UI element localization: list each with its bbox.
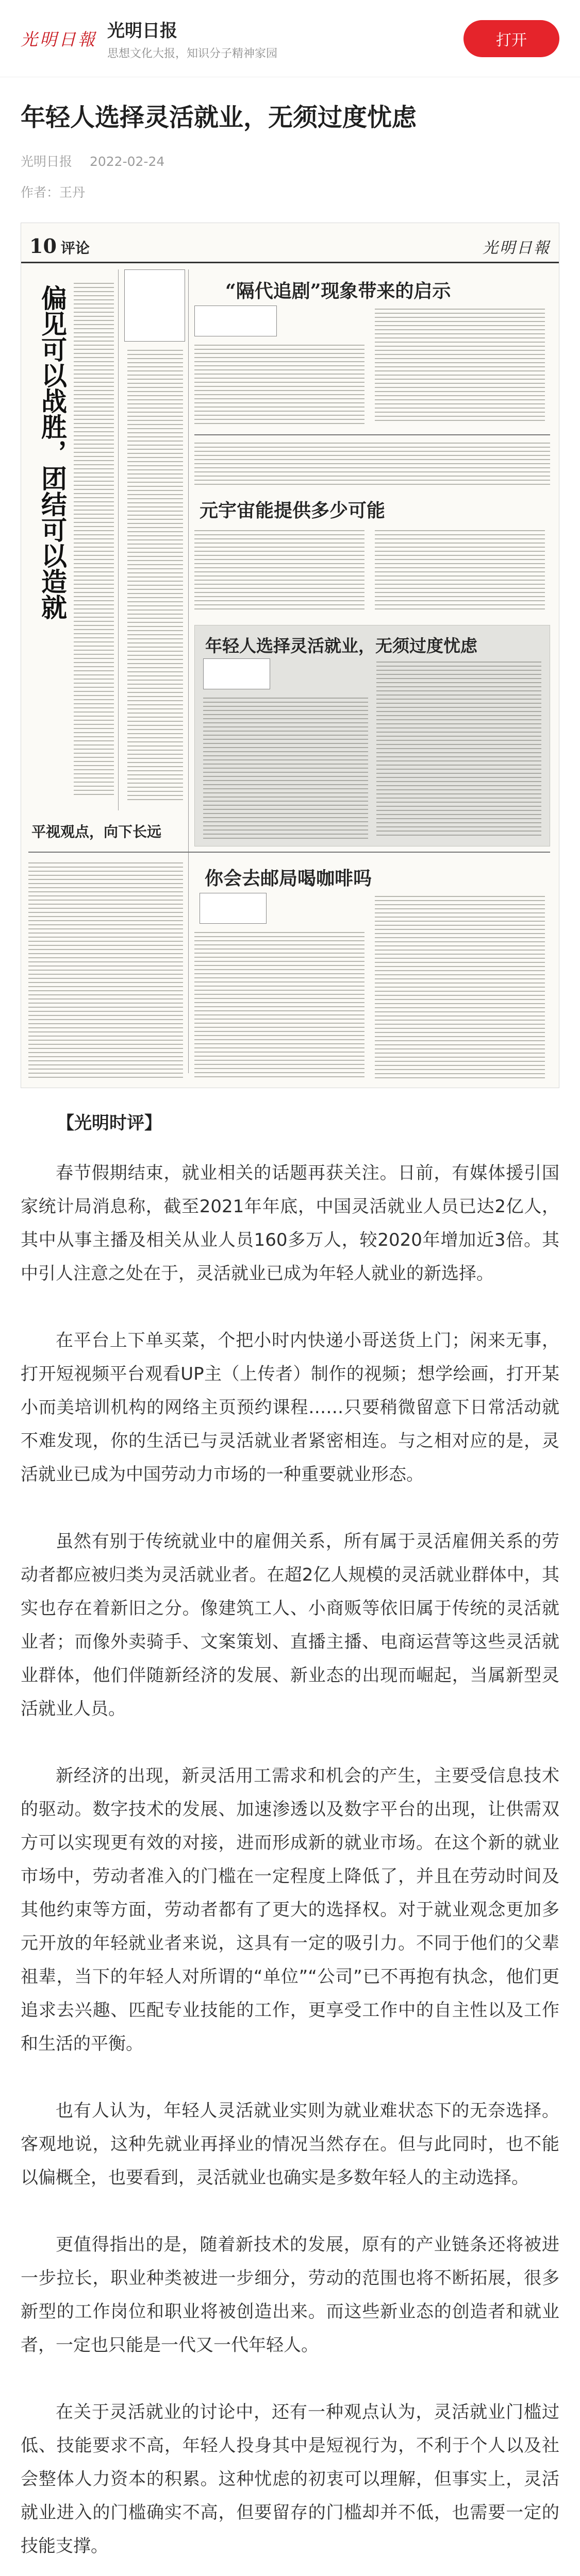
newspaper-divider <box>28 852 550 853</box>
newspaper-article <box>194 439 550 615</box>
app-logo <box>21 19 98 58</box>
newspaper-column-tag <box>200 893 267 924</box>
newspaper-article-headline: 平视观点，向下长远 <box>31 823 162 840</box>
newspaper-page-number <box>29 234 90 258</box>
newspaper-text-block <box>74 280 114 795</box>
app-name: 光明日报 <box>107 20 177 41</box>
newspaper-article-headline: “隔代追剧”现象带来的启示 <box>225 280 451 302</box>
newspaper-text-block <box>127 347 183 800</box>
newspaper-image-box <box>194 306 277 336</box>
article-paragraph: 在关于灵活就业的讨论中，还有一种观点认为，灵活就业门槛过低、技能要求不高，年轻人投身其中是短视行为，不利于个人以及社会整体人力资本的积累。这种忧虑的初衷可以理解，但事实上，灵活就业进入的门槛确实不高，但要留存的门槛却并不低，也需要一定的技能支撑。 <box>21 2402 559 2556</box>
newspaper-section: 评论 <box>60 240 90 257</box>
newspaper-article <box>194 269 550 429</box>
newspaper-text-block <box>203 694 368 839</box>
newspaper-article-headline: 元宇宙能提供多少可能 <box>200 500 386 521</box>
article-date: 2022-02-24 <box>89 154 165 169</box>
newspaper-article-headline: 年轻人选择灵活就业，无须过度忧虑 <box>205 636 477 656</box>
newspaper-article <box>194 857 550 1083</box>
open-app-button[interactable]: 打开 <box>463 20 559 57</box>
newspaper-divider <box>188 269 189 1073</box>
app-slogan: 思想文化大报，知识分子精神家园 <box>107 47 278 60</box>
newspaper-left-column <box>28 269 119 810</box>
newspaper-page-image[interactable] <box>21 223 559 1088</box>
article-source: 光明日报 <box>21 154 73 169</box>
newspaper-page-header <box>21 223 559 263</box>
article-paragraph: 也有人认为，年轻人灵活就业实则为就业难状态下的无奈选择。客观地说，这种先就业再择业的情况当然存在。但与此同时，也不能以偏概全，也要看到，灵活就业也确实是多数年轻人的主动选择。 <box>21 2100 559 2188</box>
newspaper-divider <box>194 434 550 435</box>
newspaper-text-block <box>194 929 364 1078</box>
newspaper-layout <box>21 269 559 1088</box>
newspaper-text-block <box>375 306 545 424</box>
newspaper-text-block <box>194 342 364 424</box>
article-paragraph: 新经济的出现，新灵活用工需求和机会的产生，主要受信息技术的驱动。数字技术的发展、加速渗透以及数字平台的出现，让供需双方可以实现更有效的对接，进而形成新的就业市场。在这个新的就业市场中，劳动者准入的门槛在一定程度上降低了，并且在劳动时间及其他约束等方面，劳动者都有了更大的选择权。对于就业观念更加多元开放的年轻就业者来说，这具有一定的吸引力。不同于他们的父辈祖辈，当下的年轻人对所谓的“单位”“公司”已不再抱有执念，他们更追求去兴趣、匹配专业技能的工作，更享受工作中的自主性以及工作和生活的平衡。 <box>21 1766 559 2054</box>
article-header <box>0 77 580 201</box>
newspaper-text-block <box>375 527 545 609</box>
article-author: 作者：王丹 <box>21 185 86 200</box>
article-paragraph: 更值得指出的是，随着新技术的发展，原有的产业链条还将被进一步拉长，职业种类被进一步细分，劳动的范围也将不断拓展，很多新型的工作岗位和职业将被创造出来。而这些新业态的创造者和就业者，一定也只能是一代又一代年轻人。 <box>21 2234 559 2355</box>
newspaper-text-block <box>194 527 364 609</box>
article-meta <box>21 151 559 170</box>
newspaper-highlighted-article[interactable] <box>194 625 550 846</box>
newspaper-text-block <box>194 439 550 486</box>
article-paragraph: 虽然有别于传统就业中的雇佣关系，所有属于灵活雇佣关系的劳动者都应被归类为灵活就业者。在超2亿人规模的灵活就业群体中，其实也存在着新旧之分。像建筑工人、小商贩等依旧属于传统的灵活就业者；而像外卖骑手、文案策划、直播主播、电商运营等这些灵活就业群体，他们伴随新经济的发展、新业态的出现而崛起，当属新型灵活就业人员。 <box>21 1531 559 1719</box>
article-paragraph: 春节假期结束，就业相关的话题再获关注。日前，有媒体援引国家统计局消息称，截至2021年年底，中国灵活就业人员已达2亿人，其中从事主播及相关从业人员160多万人，较2020年增加近3倍。其中引人注意之处在于，灵活就业已成为年轻人就业的新选择。 <box>21 1163 559 1284</box>
article-column-tag: 【光明时评】 <box>57 1113 162 1133</box>
newspaper-text-block <box>375 893 545 1078</box>
article-title: 年轻人选择灵活就业，无须过度忧虑 <box>21 103 417 132</box>
app-banner <box>0 0 580 77</box>
article-body <box>0 1088 580 2576</box>
newspaper-vertical-headline: 偏见可以战胜，团结可以造就 <box>37 285 68 620</box>
app-meta <box>107 16 463 61</box>
app-logo-text: 光明日報 <box>21 29 97 49</box>
newspaper-article-headline: 你会去邮局喝咖啡吗 <box>205 868 372 889</box>
newspaper-column-tag <box>203 658 270 689</box>
newspaper-text-block <box>376 658 541 839</box>
newspaper-column-box <box>124 269 185 342</box>
newspaper-logo: 光明日報 <box>483 239 551 257</box>
newspaper-text-block <box>28 859 183 1081</box>
article-paragraph: 在平台上下单买菜，个把小时内快递小哥送货上门；闲来无事，打开短视频平台观看UP主（上传者）制作的视频；想学绘画，打开某小而美培训机构的网络主页预约课程……只要稍微留意下日常活动就不难发现，你的生活已与灵活就业者紧密相连。与之相对应的是，灵活就业已成为中国劳动力市场的一种重要就业形态。 <box>21 1330 559 1485</box>
newspaper-page-num: 10 <box>29 234 57 258</box>
